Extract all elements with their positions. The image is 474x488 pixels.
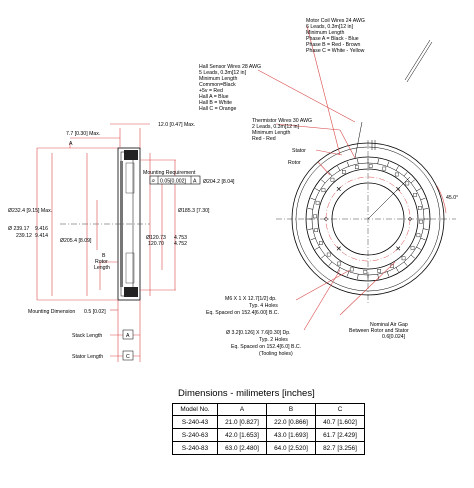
angle-label: 45.0° [446, 195, 459, 201]
mounting-hole: ✕ [395, 186, 402, 194]
rotor-magnet [338, 262, 341, 265]
cell: S-240-63 [173, 429, 218, 442]
stator-slot [321, 255, 325, 258]
dim-205-4: Ø205.4 [8.09] [60, 238, 92, 244]
cell: 82.7 [3.256] [316, 442, 365, 455]
stator-slot [315, 189, 319, 192]
rotor-magnet [316, 201, 319, 204]
box-a: A [126, 333, 130, 339]
cell: 42.0 [1.653] [218, 429, 267, 442]
m6-l2: Eq. Spaced on 152.4[6.00] B.C. [206, 310, 279, 316]
hall-l2: Minimum Length [199, 76, 238, 82]
stator-slot [308, 229, 313, 230]
stator-slot [421, 198, 426, 200]
table-row [173, 416, 365, 429]
rotor-magnet [322, 189, 325, 192]
flatness-symbol: ⌭ [151, 178, 156, 185]
hole-l2: Eq. Spaced on 152.4[6.0] B.C. [231, 344, 302, 350]
header-b: B [267, 404, 316, 416]
rotor-magnet [418, 206, 421, 209]
dim-9-416: 9.416 [35, 226, 48, 232]
winding-top [124, 150, 138, 160]
stator-slot [404, 172, 407, 176]
dim-120-a: Ø120.73 [146, 235, 166, 241]
hole-l0: Ø 3.2[0.126] X 7.6[0.30] Dp. [226, 330, 291, 336]
hall-l1: 5 Leads, 0.3m[12 in] [199, 70, 247, 76]
stator-slot [396, 267, 399, 271]
stator-slot [396, 166, 399, 170]
rotor-magnet [313, 215, 316, 218]
box-c: C [126, 354, 130, 360]
rotor-magnet [355, 166, 358, 169]
thermistor-l1: 2 Leads, 0.3m[12 in] [252, 124, 300, 130]
stator-slot [378, 159, 379, 164]
mounting-hole: ✕ [335, 186, 342, 194]
motor-coil-l5: Phase C = White - Yellow [306, 48, 365, 54]
thermistor-l2: Minimum Length [252, 130, 291, 136]
table-header-row [173, 404, 365, 416]
stator-length-label: Stator Length [72, 354, 104, 360]
flatness-value: 0.05[0.002] [160, 178, 186, 185]
cell: 61.7 [2.429] [316, 429, 365, 442]
hall-l6: Hall B = White [199, 100, 233, 106]
mounting-hole: ✕ [395, 246, 402, 254]
rotor-magnet [369, 164, 372, 167]
mounting-dimension-value: 0.5 [0.02] [84, 309, 106, 315]
air-gap-l0: Nominal Air Gap [370, 322, 408, 328]
table-title: Dimensions - milimeters [inches] [178, 388, 315, 399]
stator-slot [416, 189, 420, 192]
cell: 21.0 [0.827] [218, 416, 267, 429]
stator-slot [411, 255, 415, 258]
hall-wire [355, 122, 362, 158]
rotor-magnet [395, 173, 398, 176]
thermistor-l0: Thermistor Wires 30 AWG [252, 118, 313, 124]
header-c: C [316, 404, 365, 416]
m6-l1: Typ. 4 Holes [249, 303, 278, 309]
rotor-length-length: Length [94, 265, 110, 271]
table-row [173, 442, 365, 455]
cell: S-240-43 [173, 416, 218, 429]
cell: 43.0 [1.693] [267, 429, 316, 442]
rotor-magnet [414, 193, 417, 196]
stator-slot [347, 162, 349, 167]
stator-slot [311, 198, 316, 200]
hall-l7: Hall C = Orange [199, 106, 237, 112]
rotor-magnet [364, 270, 367, 273]
rotor-magnet [378, 269, 381, 272]
motor-coil-l1: 6 Leads, 0.3m[12 in] [306, 24, 354, 30]
dim-4-753: 4.753 [174, 235, 187, 241]
header-a: A [218, 404, 267, 416]
hole-l3: (Tooling holes) [259, 351, 293, 357]
dim-239-b: 239.12 [16, 233, 32, 239]
rotor-magnet [315, 229, 318, 232]
hall-l4: +5v = Red [199, 88, 223, 94]
cell: 64.0 [2.520] [267, 442, 316, 455]
rotor-length-b: B [102, 253, 106, 259]
motor-coil-l3: Phase A = Black - Blue [306, 36, 359, 42]
dim-232-4: Ø232.4 [9.15] Max. [8, 208, 53, 214]
dim-185-3: Ø185.3 [7.30] [178, 208, 210, 214]
rotor-magnet [327, 253, 330, 256]
dim-239-a: Ø 239.17 [8, 226, 30, 232]
rotor-magnet [342, 170, 345, 173]
label-a-top: A [69, 141, 73, 147]
stator-slot [357, 159, 358, 164]
mounting-dimension-label: Mounting Dimension [28, 309, 76, 315]
dim-204-2: Ø204.2 [8.04] [203, 179, 235, 185]
mounting-hole: ✕ [335, 246, 342, 254]
stator-slot [347, 272, 349, 277]
mounting-requirement: Mounting Requirement [143, 170, 196, 176]
stator-slot [311, 238, 316, 240]
air-gap-l2: 0.6[0.024] [382, 334, 406, 340]
rotor-magnet [350, 268, 353, 271]
cell: 22.0 [0.866] [267, 416, 316, 429]
stator-slot [315, 247, 319, 250]
rotor-magnet [406, 182, 409, 185]
rotor-label: Rotor [288, 160, 301, 166]
motor-coil-wire [405, 40, 430, 80]
stator-slot [321, 180, 325, 183]
hall-l0: Hall Sensor Wires 28 AWG [199, 64, 262, 70]
stator-slot [329, 262, 332, 266]
dimension-table [172, 403, 365, 455]
stator-slot [387, 272, 389, 277]
m6-l0: M6 X 1 X 12.7[1/2] dp. [225, 296, 277, 302]
rotor-magnet [383, 167, 386, 170]
hall-l3: Common=Black [199, 82, 236, 88]
dim-4-752: 4.752 [174, 241, 187, 247]
rotor-length-rotor: Rotor [95, 259, 108, 265]
stator-slot [423, 229, 428, 230]
motor-coil-l2: Minimum Length [306, 30, 345, 36]
cell: S-240-83 [173, 442, 218, 455]
rotor-magnet [331, 178, 334, 181]
cell: 63.0 [2.480] [218, 442, 267, 455]
rotor-magnet [402, 257, 405, 260]
rotor-magnet [419, 220, 422, 223]
dim-9-414: 9.414 [35, 233, 48, 239]
stator-slot [421, 238, 426, 240]
stator-slot [338, 166, 341, 170]
rotor-magnet [411, 246, 414, 249]
stator-slot [308, 208, 313, 209]
stack-length-label: Stack Length [72, 333, 103, 339]
rotor-magnet [319, 242, 322, 245]
front-view [258, 26, 459, 330]
thermistor-l3: Red - Red [252, 136, 276, 142]
stator-slot [404, 262, 407, 266]
cell: 40.7 [1.602] [316, 416, 365, 429]
stator-slot [357, 274, 358, 279]
motor-coil-l0: Motor Coil Wires 24 AWG [306, 18, 365, 24]
flatness-ref: A [193, 178, 197, 185]
table-row [173, 429, 365, 442]
stator-slot [411, 180, 415, 183]
dim-7-7: 7.7 [0.30] Max. [66, 131, 101, 137]
dim-120-b: 120.70 [148, 241, 164, 247]
stator-slot [423, 208, 428, 209]
stator-slot [387, 162, 389, 167]
air-gap-l1: Between Rotor and Stator [349, 328, 409, 334]
rotor-magnet [417, 234, 420, 237]
header-model: Model No. [173, 404, 218, 416]
dim-12-0: 12.0 [0.47] Max. [158, 122, 196, 128]
hall-l5: Hall A = Blue [199, 94, 229, 100]
motor-coil-l4: Phase B = Red - Brown [306, 42, 361, 48]
stator-label: Stator [292, 148, 306, 154]
hole-l1: Typ. 2 Holes [259, 337, 288, 343]
winding-bottom [124, 287, 138, 297]
stator-slot [416, 247, 420, 250]
